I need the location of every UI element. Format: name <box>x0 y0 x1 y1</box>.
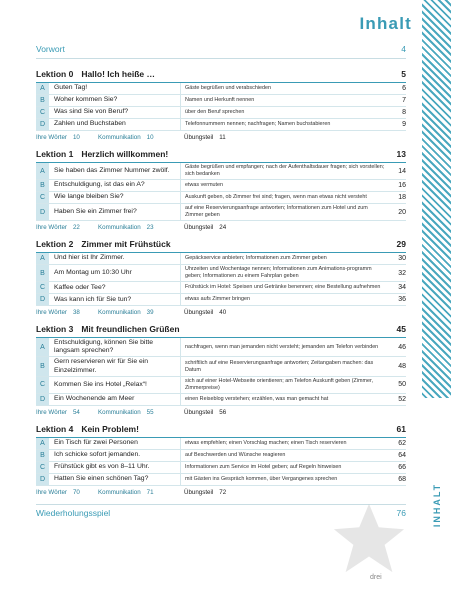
uebungsteil-label: Übungsteil <box>184 134 214 141</box>
unit-page: 30 <box>398 255 406 263</box>
unit-title: Zahlen und Buchstaben <box>54 119 181 130</box>
unit-letter: C <box>36 107 49 118</box>
unit-title: Frühstück gibt es von 8–11 Uhr. <box>54 462 181 473</box>
lesson-unit-row[interactable] <box>36 180 406 192</box>
unit-title: Was kann ich für Sie tun? <box>54 294 181 305</box>
unit-page: 7 <box>402 97 406 104</box>
unit-letter: A <box>36 163 49 179</box>
unit-description: etwas empfehlen; einen Vorschlag machen; einen Tisch reservieren <box>185 439 347 446</box>
unit-letter: D <box>36 204 49 220</box>
lesson-section <box>36 424 406 496</box>
ihre-woerter-label: Ihre Wörter <box>36 134 67 141</box>
unit-description: etwas aufs Zimmer bringen <box>185 296 251 303</box>
lesson-title <box>36 149 176 159</box>
lesson-unit-row[interactable] <box>36 394 406 406</box>
unit-title: Entschuldigung, ist das ein A? <box>54 180 181 191</box>
lesson-footer <box>36 406 406 416</box>
unit-letter: D <box>36 119 49 130</box>
lesson-title <box>36 239 179 249</box>
lesson-list <box>36 69 406 496</box>
lesson-footer <box>36 486 406 496</box>
ihre-woerter-entry[interactable] <box>36 309 98 316</box>
lesson-name: Mit freundlichen Grüßen <box>81 324 180 335</box>
uebungsteil-page: 24 <box>219 224 227 232</box>
uebungsteil-label: Übungsteil <box>184 309 214 317</box>
uebungsteil-entry[interactable] <box>184 309 226 316</box>
lesson-page: 61 <box>396 423 406 434</box>
unit-page: 9 <box>402 121 406 128</box>
lesson-unit-row[interactable] <box>36 462 406 474</box>
unit-description: Informationen zum Service im Hotel geben; auf Regeln hinweisen <box>185 463 342 470</box>
lesson-unit-row[interactable] <box>36 95 406 107</box>
uebungsteil-page: 40 <box>219 309 227 317</box>
lesson-heading[interactable] <box>36 424 406 438</box>
kommunikation-label: Kommunikation <box>98 224 141 232</box>
unit-page: 32 <box>398 269 406 277</box>
unit-title: Sie haben das Zimmer Nummer zwölf. <box>54 163 181 179</box>
unit-title: Ich schicke sofort jemanden. <box>54 450 181 461</box>
unit-letter: B <box>36 450 49 461</box>
unit-title: Haben Sie ein Zimmer frei? <box>54 204 181 220</box>
unit-description: Telefonnummern nennen; nachfragen; Namen buchstabieren <box>185 120 331 127</box>
ihre-woerter-label: Ihre Wörter <box>36 224 67 232</box>
unit-description: Frühstück im Hotel: Speisen und Getränke benennen; eine Bestellung aufnehmen <box>185 284 381 291</box>
ihre-woerter-entry[interactable] <box>36 409 98 416</box>
lesson-unit-row[interactable] <box>36 204 406 221</box>
lesson-unit-row[interactable] <box>36 338 406 357</box>
unit-letter: D <box>36 474 49 485</box>
lesson-title <box>36 424 147 434</box>
lesson-title <box>36 69 163 79</box>
unit-description: etwas vermuten <box>185 182 224 189</box>
unit-page: 62 <box>398 439 406 447</box>
ihre-woerter-label: Ihre Wörter <box>36 488 67 496</box>
kommunikation-entry[interactable] <box>98 489 180 496</box>
uebungsteil-entry[interactable] <box>184 409 226 416</box>
wiederholungsspiel-page: 76 <box>396 507 406 518</box>
unit-description: Gepäckservice anbieten; Informationen zum Zimmer geben <box>185 255 327 262</box>
unit-title: Kaffee oder Tee? <box>54 282 181 293</box>
unit-description: über den Beruf sprechen <box>185 108 245 115</box>
ihre-woerter-page: 70 <box>72 488 80 496</box>
lesson-number: Lektion 4 <box>36 423 74 434</box>
table-of-contents <box>36 44 406 521</box>
ihre-woerter-entry[interactable] <box>36 134 98 141</box>
unit-title: Kommen Sie ins Hotel „Relax“! <box>54 377 181 393</box>
unit-letter: C <box>36 282 49 293</box>
unit-title: Woher kommen Sie? <box>54 95 181 106</box>
uebungsteil-entry[interactable] <box>184 489 226 496</box>
side-label: INHALT <box>432 482 442 528</box>
lesson-unit-row[interactable] <box>36 377 406 394</box>
unit-letter: A <box>36 338 49 356</box>
unit-letter: C <box>36 377 49 393</box>
ihre-woerter-page: 38 <box>72 309 80 317</box>
star-figure-icon <box>330 500 408 578</box>
ihre-woerter-page: 22 <box>72 224 80 232</box>
unit-letter: A <box>36 253 49 264</box>
lesson-unit-row[interactable] <box>36 119 406 131</box>
unit-letter: B <box>36 180 49 191</box>
lesson-unit-row[interactable] <box>36 474 406 486</box>
uebungsteil-page: 56 <box>219 408 227 416</box>
lesson-page: 13 <box>396 149 406 159</box>
kommunikation-page: 71 <box>146 488 154 496</box>
unit-title: Hatten Sie einen schönen Tag? <box>54 474 181 485</box>
unit-letter: B <box>36 357 49 375</box>
lesson-page: 45 <box>396 324 406 335</box>
uebungsteil-label: Übungsteil <box>184 488 214 496</box>
unit-title: Entschuldigung, können Sie bitte langsam sprechen? <box>54 338 181 356</box>
lesson-number: Lektion 3 <box>36 324 74 335</box>
unit-title: Gern reservieren wir für Sie ein Einzelzimmer. <box>54 357 181 375</box>
lesson-unit-row[interactable] <box>36 438 406 450</box>
unit-description: einen Reiseblog verstehen; erzählen, was man gemacht hat <box>185 395 329 402</box>
unit-page: 46 <box>398 343 406 351</box>
lesson-page: 5 <box>401 69 406 79</box>
ihre-woerter-page: 54 <box>72 408 80 416</box>
lesson-name: Hallo! Ich heiße … <box>81 69 155 79</box>
vorwort-entry[interactable] <box>36 44 406 59</box>
lesson-heading[interactable] <box>36 149 406 163</box>
unit-description: nachfragen, wenn man jemanden nicht versteht; jemanden am Telefon verbinden <box>185 343 379 350</box>
lesson-footer <box>36 306 406 316</box>
uebungsteil-page: 72 <box>219 488 227 496</box>
lesson-unit-row[interactable] <box>36 107 406 119</box>
lesson-unit-row[interactable] <box>36 83 406 95</box>
unit-page: 52 <box>398 395 406 403</box>
kommunikation-page: 23 <box>146 224 154 232</box>
lesson-heading[interactable] <box>36 69 406 83</box>
unit-page: 48 <box>398 363 406 371</box>
unit-page: 6 <box>402 85 406 92</box>
lesson-footer <box>36 131 406 141</box>
lesson-unit-row[interactable] <box>36 192 406 204</box>
ihre-woerter-entry[interactable] <box>36 489 98 496</box>
unit-letter: D <box>36 294 49 305</box>
lesson-title <box>36 324 188 334</box>
unit-page: 66 <box>398 463 406 471</box>
unit-page: 34 <box>398 284 406 292</box>
kommunikation-page: 10 <box>146 134 154 141</box>
unit-description: schriftlich auf eine Reservierungsanfrage antworten; Zeitangaben machen: das Datum <box>185 359 374 373</box>
ihre-woerter-entry[interactable] <box>36 224 98 231</box>
page-footer-word: drei <box>370 574 382 581</box>
lesson-heading[interactable] <box>36 239 406 253</box>
lesson-unit-row[interactable] <box>36 265 406 282</box>
ihre-woerter-label: Ihre Wörter <box>36 408 67 416</box>
kommunikation-label: Kommunikation <box>98 408 141 416</box>
unit-description: auf Beschwerden und Wünsche reagieren <box>185 451 286 458</box>
unit-title: Guten Tag! <box>54 83 181 94</box>
lesson-unit-row[interactable] <box>36 450 406 462</box>
unit-letter: A <box>36 83 49 94</box>
kommunikation-entry[interactable] <box>98 134 180 141</box>
uebungsteil-label: Übungsteil <box>184 224 214 232</box>
lesson-section <box>36 149 406 231</box>
kommunikation-label: Kommunikation <box>98 309 141 317</box>
unit-page: 14 <box>398 167 406 175</box>
kommunikation-page: 39 <box>146 309 154 317</box>
unit-description: sich auf einer Hotel-Webseite orientieren; am Telefon Auskunft geben (Zimmer, Zimmerpreise) <box>185 377 373 391</box>
kommunikation-label: Kommunikation <box>98 488 141 496</box>
unit-letter: D <box>36 394 49 405</box>
lesson-footer <box>36 221 406 231</box>
unit-page: 16 <box>398 182 406 190</box>
unit-letter: C <box>36 462 49 473</box>
lesson-number: Lektion 0 <box>36 69 74 79</box>
uebungsteil-page: 11 <box>219 134 226 141</box>
unit-title: Ein Tisch für zwei Personen <box>54 438 181 449</box>
lesson-unit-row[interactable] <box>36 163 406 180</box>
kommunikation-page: 55 <box>146 408 154 416</box>
unit-page: 64 <box>398 451 406 459</box>
unit-letter: C <box>36 192 49 203</box>
unit-title: Wie lange bleiben Sie? <box>54 192 181 203</box>
unit-letter: B <box>36 265 49 281</box>
lesson-name: Herzlich willkommen! <box>81 149 169 159</box>
unit-page: 18 <box>398 194 406 202</box>
lesson-unit-row[interactable] <box>36 357 406 376</box>
unit-letter: A <box>36 438 49 449</box>
lesson-unit-row[interactable] <box>36 253 406 265</box>
unit-title: Und hier ist Ihr Zimmer. <box>54 253 181 264</box>
unit-title: Was sind Sie von Beruf? <box>54 107 181 118</box>
vorwort-page: 4 <box>401 44 406 54</box>
kommunikation-entry[interactable] <box>98 309 180 316</box>
lesson-number: Lektion 2 <box>36 239 74 250</box>
unit-page: 20 <box>398 208 406 216</box>
unit-letter: B <box>36 95 49 106</box>
unit-description: Gäste begrüßen und empfangen; nach der Aufenthaltsdauer fragen; sich vorstellen; sich bedanken <box>185 164 385 178</box>
unit-page: 36 <box>398 296 406 304</box>
unit-title: Am Montag um 10:30 Uhr <box>54 265 181 281</box>
kommunikation-label: Kommunikation <box>98 134 141 141</box>
unit-description: Auskunft geben, ob Zimmer frei sind; fragen, wenn man etwas nicht versteht <box>185 194 367 201</box>
lesson-number: Lektion 1 <box>36 149 74 159</box>
page-title: Inhalt <box>359 14 412 33</box>
lesson-unit-row[interactable] <box>36 282 406 294</box>
ihre-woerter-label: Ihre Wörter <box>36 309 67 317</box>
uebungsteil-entry[interactable] <box>184 134 226 141</box>
unit-description: mit Gästen ins Gespräch kommen, über Vergangenes sprechen <box>185 475 338 482</box>
wiederholungsspiel-label: Wiederholungsspiel <box>36 507 111 518</box>
unit-page: 8 <box>402 109 406 116</box>
lesson-page: 29 <box>396 239 406 250</box>
lesson-section <box>36 239 406 316</box>
unit-description: auf eine Reservierungsanfrage antworten; Informationen zum Hotel und zum Zimmer geben <box>185 205 368 219</box>
unit-page: 50 <box>398 381 406 389</box>
uebungsteil-label: Übungsteil <box>184 408 214 416</box>
unit-description: Gäste begrüßen und verabschieden <box>185 84 272 91</box>
lesson-unit-row[interactable] <box>36 294 406 306</box>
lesson-name: Zimmer mit Frühstück <box>81 239 171 250</box>
vorwort-label: Vorwort <box>36 44 65 54</box>
lesson-section <box>36 324 406 416</box>
unit-title: Ein Wochenende am Meer <box>54 394 181 405</box>
kommunikation-entry[interactable] <box>98 224 180 231</box>
uebungsteil-entry[interactable] <box>184 224 226 231</box>
unit-description: Namen und Herkunft nennen <box>185 96 255 103</box>
ihre-woerter-page: 10 <box>72 134 80 141</box>
lesson-section <box>36 69 406 141</box>
unit-description: Uhrzeiten und Wochentage nennen; Informationen zum Animations-programm geben; Informationen zu einem Fahrplan geben <box>185 266 372 280</box>
unit-page: 68 <box>398 475 406 483</box>
kommunikation-entry[interactable] <box>98 409 180 416</box>
lesson-name: Kein Problem! <box>81 423 139 434</box>
lesson-heading[interactable] <box>36 324 406 338</box>
